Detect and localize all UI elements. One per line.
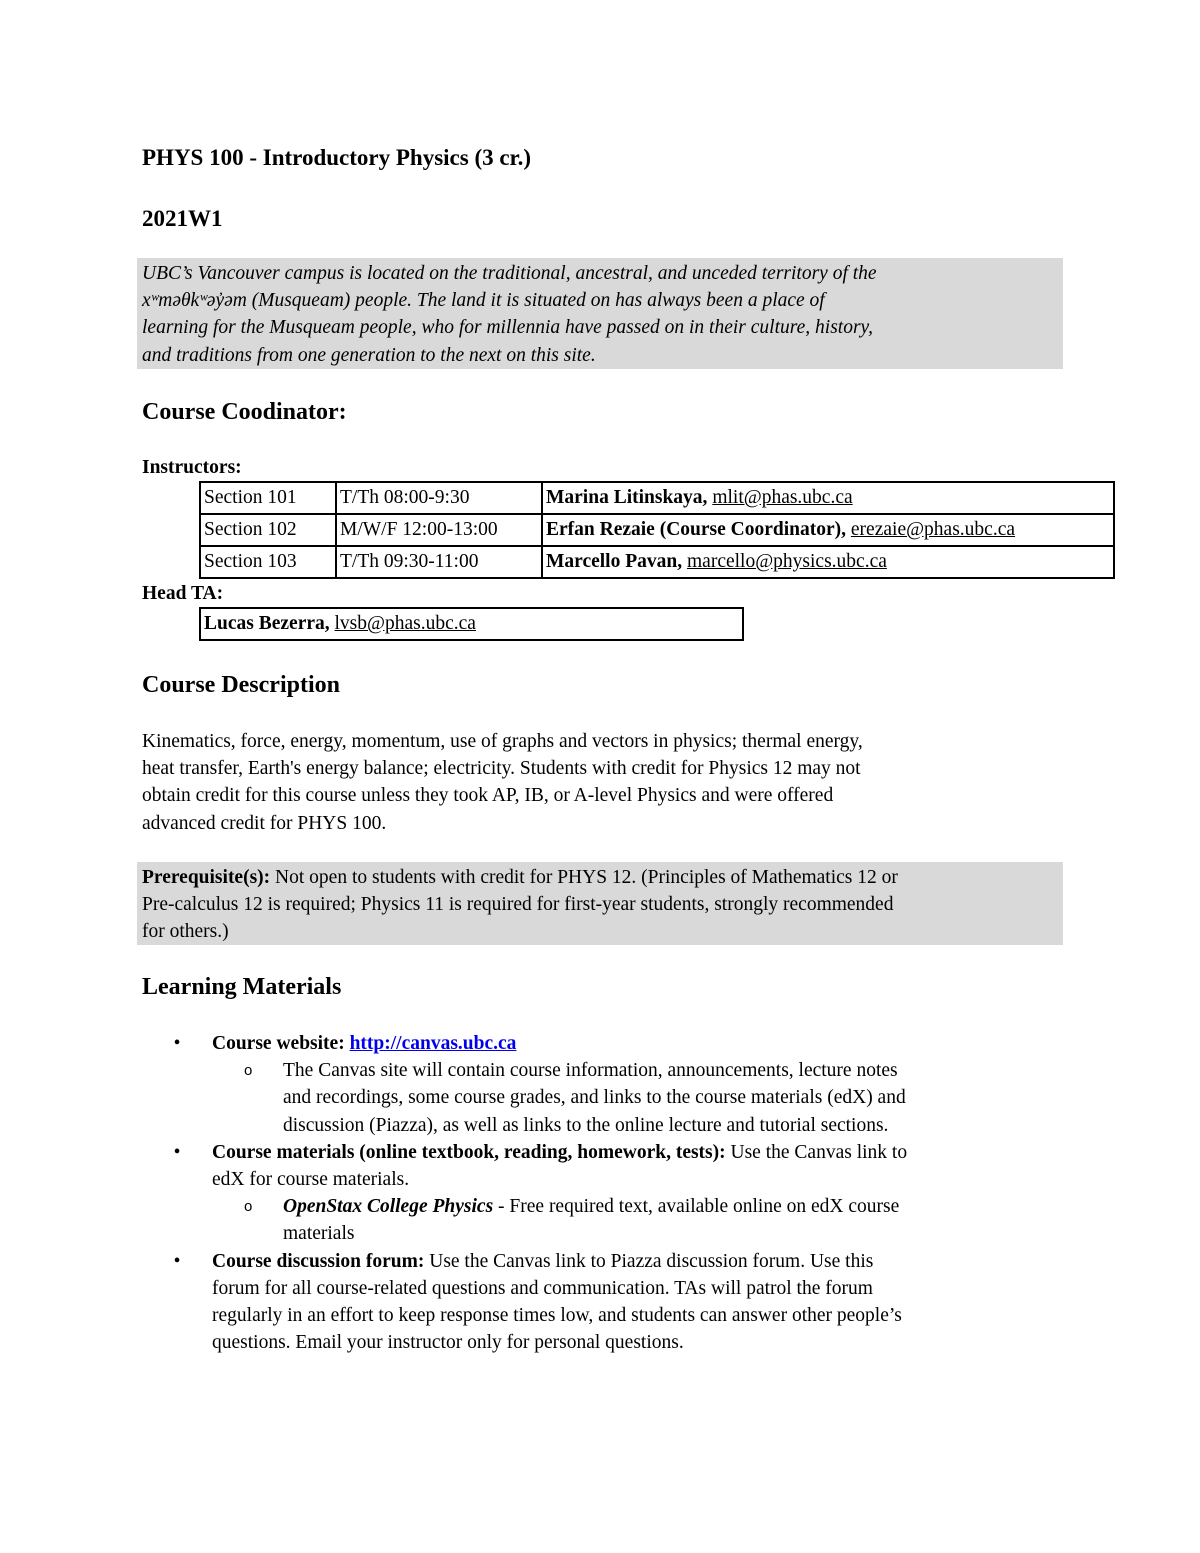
forum-line: questions. Email your instructor only for personal questions. bbox=[212, 1332, 684, 1354]
learning-materials-heading: Learning Materials bbox=[142, 974, 342, 1000]
forum-line: regularly in an effort to keep response times low, and students can answer other people’s bbox=[212, 1305, 902, 1327]
list-item bbox=[170, 1030, 1070, 1057]
description-line: advanced credit for PHYS 100. bbox=[142, 812, 387, 834]
sub-line: discussion (Piazza), as well as links to the online lecture and tutorial sections. bbox=[283, 1114, 889, 1136]
sub-list-item bbox=[170, 1193, 1070, 1247]
head-ta-cell bbox=[200, 608, 743, 640]
sub-bullet-icon: o bbox=[244, 1062, 253, 1080]
email-link[interactable]: marcello@physics.ubc.ca bbox=[687, 551, 887, 572]
description-heading: Course Description bbox=[142, 672, 340, 698]
textbook-text: - Free required text, available online on edX course bbox=[493, 1196, 900, 1218]
table-row bbox=[200, 608, 743, 640]
prereq-line: for others.) bbox=[142, 921, 229, 943]
sub-line: The Canvas site will contain course information, announcements, lecture notes bbox=[283, 1060, 898, 1082]
instructor-cell bbox=[542, 546, 1114, 578]
section-cell: Section 101 bbox=[200, 482, 336, 514]
prereq-text: Not open to students with credit for PHYS 12. (Principles of Mathematics 12 or bbox=[270, 867, 898, 888]
sub-bullet-icon: o bbox=[244, 1198, 253, 1216]
table-row bbox=[200, 482, 1114, 514]
ack-line: UBC’s Vancouver campus is located on the traditional, ancestral, and unceded territory of the bbox=[142, 263, 877, 284]
head-ta-label: Head TA: bbox=[142, 583, 224, 604]
website-label: Course website: bbox=[212, 1033, 350, 1054]
head-ta-name: Lucas Bezerra, bbox=[204, 613, 330, 634]
time-cell: T/Th 08:00-9:30 bbox=[336, 482, 542, 514]
term-label: 2021W1 bbox=[142, 206, 223, 231]
head-ta-table bbox=[199, 607, 744, 641]
ack-line: and traditions from one generation to the next on this site. bbox=[142, 344, 596, 366]
ack-line: xʷməθkʷəy̓əm (Musqueam) people. The land it is situated on has always been a place of bbox=[142, 290, 825, 312]
instructor-name: Erfan Rezaie (Course Coordinator), bbox=[546, 519, 847, 540]
course-description bbox=[142, 728, 1062, 837]
bullet-icon: • bbox=[173, 1033, 181, 1054]
materials-label: Course materials (online textbook, reading, homework, tests): bbox=[212, 1141, 726, 1163]
prereq-line bbox=[142, 864, 1058, 891]
forum-line: forum for all course-related questions and communication. TAs will patrol the forum bbox=[212, 1277, 873, 1299]
instructor-name: Marina Litinskaya, bbox=[546, 487, 708, 508]
bullet-icon: • bbox=[173, 1141, 181, 1163]
instructors-table bbox=[199, 481, 1115, 579]
description-line: obtain credit for this course unless they took AP, IB, or A-level Physics and were offered bbox=[142, 785, 834, 807]
bullet-icon: • bbox=[173, 1250, 181, 1272]
email-link[interactable]: erezaie@phas.ubc.ca bbox=[850, 519, 1016, 540]
coordinator-heading: Course Coodinator: bbox=[142, 399, 347, 425]
ack-line: learning for the Musqueam people, who for millennia have passed on in their culture, history, bbox=[142, 317, 873, 339]
instructors-label: Instructors: bbox=[142, 457, 242, 478]
time-cell: M/W/F 12:00-13:00 bbox=[336, 514, 542, 546]
section-cell: Section 103 bbox=[200, 546, 336, 578]
prereq-label: Prerequisite(s): bbox=[142, 867, 271, 888]
time-cell: T/Th 09:30-11:00 bbox=[336, 546, 542, 578]
textbook-text-line: materials bbox=[283, 1223, 355, 1245]
materials-list bbox=[170, 1030, 1070, 1356]
section-cell: Section 102 bbox=[200, 514, 336, 546]
table-row bbox=[200, 546, 1114, 578]
prereq-line: Pre-calculus 12 is required; Physics 11 is required for first-year students, strongly recommended bbox=[142, 894, 894, 916]
canvas-link[interactable]: http://canvas.ubc.ca bbox=[349, 1033, 517, 1054]
list-item bbox=[170, 1139, 1070, 1193]
page-title: PHYS 100 - Introductory Physics (3 cr.) bbox=[142, 145, 532, 170]
email-link[interactable]: mlit@phas.ubc.ca bbox=[712, 487, 853, 508]
sub-line: and recordings, some course grades, and links to the course materials (edX) and bbox=[283, 1087, 906, 1109]
forum-text: Use the Canvas link to Piazza discussion forum. Use this bbox=[424, 1250, 874, 1272]
land-acknowledgement bbox=[137, 258, 1063, 369]
prerequisites-box bbox=[137, 862, 1063, 945]
list-item bbox=[170, 1248, 1070, 1357]
description-line: Kinematics, force, energy, momentum, use of graphs and vectors in physics; thermal energy, bbox=[142, 731, 863, 752]
forum-label: Course discussion forum: bbox=[212, 1250, 425, 1272]
materials-text-line: edX for course materials. bbox=[212, 1169, 410, 1191]
instructor-name: Marcello Pavan, bbox=[546, 551, 683, 572]
description-line: heat transfer, Earth's energy balance; electricity. Students with credit for Physics 12 may not bbox=[142, 758, 861, 780]
sub-list-item bbox=[170, 1057, 1070, 1139]
instructor-cell bbox=[542, 482, 1114, 514]
table-row bbox=[200, 514, 1114, 546]
materials-text: Use the Canvas link to bbox=[725, 1141, 908, 1163]
email-link[interactable]: lvsb@phas.ubc.ca bbox=[334, 613, 476, 634]
instructor-cell bbox=[542, 514, 1114, 546]
textbook-title: OpenStax College Physics bbox=[283, 1196, 494, 1218]
